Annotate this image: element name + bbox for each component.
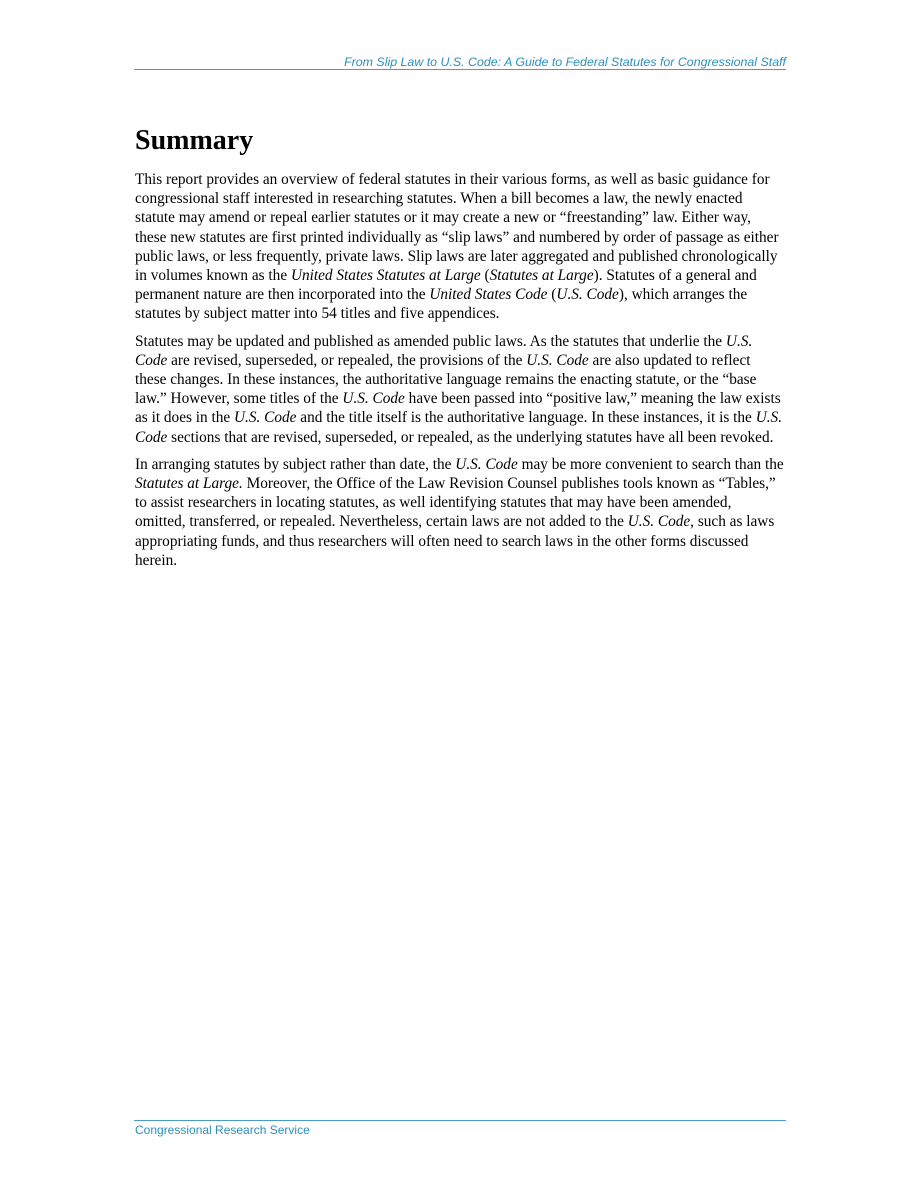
italic-run: U.S. Code [556, 286, 619, 304]
text-run: In arranging statutes by subject rather than date, the [135, 455, 456, 473]
italic-run: U.S. Code [342, 390, 405, 408]
text-run: and the title itself is the authoritative language. In these instances, it is the [296, 409, 756, 427]
italic-run: U.S. Code [135, 332, 753, 369]
text-run: may be more convenient to search than the [517, 455, 784, 473]
text-run: are also updated to reflect these changes. In these instances, the authoritative language remains the enacting statute, or the “base law.” However, some titles of the [135, 351, 757, 408]
text-run: are revised, superseded, or repealed, the provisions of the [167, 351, 527, 369]
paragraph-2 [135, 332, 785, 447]
text-run: ). Statutes of a general and permanent nature are then incorporated into the [135, 267, 757, 304]
italic-run: United States Code [429, 286, 548, 304]
text-run: Statutes may be updated and published as amended public laws. As the statutes that underlie the [135, 332, 726, 350]
text-run: sections that are revised, superseded, or repealed, as the underlying statutes have all been revoked. [167, 428, 774, 446]
italic-run: U.S. Code [234, 409, 297, 427]
italic-run: U.S. Code [526, 351, 589, 369]
italic-run: Statutes at Large. [135, 475, 243, 493]
text-run: This report provides an overview of federal statutes in their various forms, as well as basic guidance for congressional staff interested in researching statutes. When a bill becomes a law, the newly enacted statute may amend or repeal earlier statutes or it may create a new or “freestanding” law. Either way, these new statutes are first printed individually as “slip laws” and numbered by order of passage as either public laws, or less frequently, private laws. Slip laws are later aggregated and published chronologically in volumes known as the [135, 171, 779, 285]
text-run: Moreover, the Office of the Law Revision Counsel publishes tools known as “Tables,” to assist researchers in locating statutes, as well identifying statutes that may have been amended, omitted, transferred, or repealed. Nevertheless, certain laws are not added to the [135, 475, 776, 531]
page-title: Summary [135, 125, 254, 156]
text-run: ( [547, 286, 557, 304]
italic-run: United States Statutes at Large [290, 267, 481, 285]
paragraph-1 [135, 170, 785, 324]
paragraph-3 [135, 455, 785, 570]
italic-run: U.S. Code [135, 409, 783, 446]
italic-run: U.S. Code [627, 513, 691, 531]
italic-run: U.S. Code [455, 455, 518, 473]
text-run: ), which arranges the statutes by subject matter into 54 titles and five appendices. [135, 286, 748, 323]
text-run: , such as laws appropriating funds, and thus researchers will often need to search laws in the other forms discussed herein. [135, 513, 775, 569]
summary-body [135, 170, 785, 578]
footer-publisher: Congressional Research Service [135, 1123, 310, 1137]
text-run: ( [480, 267, 490, 285]
header-rule [134, 69, 786, 70]
running-header: From Slip Law to U.S. Code: A Guide to Federal Statutes for Congressional Staff [344, 55, 786, 69]
footer-rule [134, 1120, 786, 1121]
text-run: have been passed into “positive law,” meaning the law exists as it does in the [135, 390, 781, 427]
italic-run: Statutes at Large [489, 267, 594, 285]
